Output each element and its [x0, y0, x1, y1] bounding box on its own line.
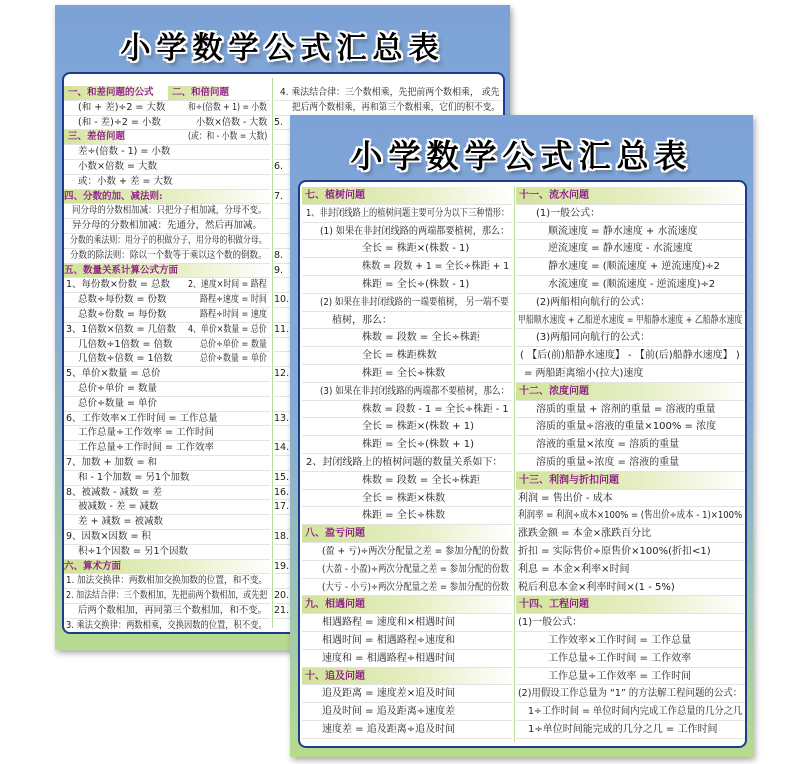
formula-row: [516, 650, 745, 668]
formula-row: [516, 312, 745, 330]
left-column: [64, 74, 270, 632]
formula-row: [516, 614, 745, 632]
formula-text: 株数 = 段数 = 全长÷株距: [362, 332, 480, 344]
formula-row: [516, 276, 745, 294]
formula-text: 路程÷时间 = 速度: [200, 308, 267, 320]
formula-text: 利润 = 售出价 - 成本: [518, 492, 613, 504]
formula-row: [516, 668, 745, 686]
formula-row: [302, 294, 512, 312]
formula-text: 小数×倍数 - 大数: [196, 116, 268, 128]
formula-text: 折扣 = 实际售价÷原售价×100%(折扣<1): [518, 545, 711, 557]
section-header: [302, 187, 512, 205]
formula-row: [516, 561, 745, 579]
formula-row: [302, 383, 512, 401]
formula-text: 把后两个数相乘，再和第三个数相乘，它们的积不变。: [292, 101, 500, 113]
formula-text: (1) 如果在非封闭线路的两端都要植树，那么：: [320, 225, 510, 237]
section-header: [516, 383, 745, 401]
formula-text: (1)一般公式：: [518, 617, 583, 629]
formula-row: [516, 258, 745, 276]
formula-text: 9、因数×因数 = 积: [66, 530, 152, 542]
formula-text: (盈 + 亏)÷两次分配量之差 = 参加分配的份数: [322, 545, 509, 557]
formula-text: 同分母的分数相加减：只把分子相加减，分母不变。: [72, 205, 267, 217]
section-header: [516, 596, 745, 614]
formula-row: [302, 490, 512, 508]
formula-text: 植树，那么：: [332, 314, 392, 326]
formula-row: [516, 454, 745, 472]
formula-text: 和÷(倍数 + 1) = 小数: [188, 101, 267, 113]
formula-row: [302, 223, 512, 241]
formula-row: [302, 543, 512, 561]
formula-text: 静水速度 = (顺流速度 + 逆流速度)÷2: [548, 261, 721, 273]
formula-row: [302, 205, 512, 223]
section-title: 十二、浓度问题: [519, 385, 589, 397]
formula-text: (和 + 差)÷2 = 大数: [78, 101, 166, 113]
formula-row: [516, 543, 745, 561]
formula-row: [64, 382, 270, 397]
formula-text: 异分母的分数相加减：先通分，然后再加减。: [72, 220, 263, 232]
formula-row: [64, 293, 270, 308]
formula-row: [64, 619, 270, 634]
formula-row: [64, 441, 270, 456]
formula-text: 逆流速度 = 静水速度 - 水流速度: [548, 243, 693, 255]
formula-text: (3) 如果在非封闭线路的两端都不要植树，那么：: [320, 385, 510, 397]
formula-text: 被减数 - 差 = 减数: [78, 501, 159, 513]
formula-row: [302, 418, 512, 436]
formula-row: [302, 365, 512, 383]
formula-text: 小数×倍数 = 大数: [78, 160, 157, 172]
formula-row: [64, 589, 270, 604]
section-title: 五、数量关系计算公式方面: [64, 264, 179, 276]
formula-row: [64, 308, 270, 323]
formula-row: [302, 347, 512, 365]
section-header: [64, 560, 270, 575]
formula-text: 2、封闭线路上的植树问题的数量关系如下：: [306, 456, 503, 468]
formula-text: 12.: [274, 368, 290, 380]
formula-text: 20.: [274, 590, 290, 602]
formula-row: [64, 367, 270, 382]
formula-row: [516, 347, 745, 365]
front-poster: [290, 115, 753, 757]
formula-text: 全长 = 株距×(株数 - 1): [362, 243, 470, 255]
formula-text: ( 【后(前)船静水速度】 - 【前(后)船静水速度】 ): [520, 350, 740, 362]
formula-row: [64, 574, 270, 589]
formula-row: [302, 276, 512, 294]
formula-text: 总数÷份数 = 每份数: [78, 308, 167, 320]
formula-text: 工作效率×工作时间 = 工作总量: [548, 634, 692, 646]
formula-row: [64, 604, 270, 619]
formula-text: 后两个数相加，再同第三个数相加，和不变。: [78, 604, 268, 616]
formula-row: [516, 579, 745, 597]
formula-row: [516, 365, 745, 383]
formula-text: 工作总量÷工作效率 = 工作时间: [78, 427, 214, 439]
formula-text: 溶质的重量÷溶液的重量×100% = 浓度: [536, 421, 717, 433]
formula-text: 9.: [274, 264, 284, 276]
formula-text: 3、1倍数×倍数 = 几倍数: [66, 323, 177, 335]
formula-text: 积÷1个因数 = 另1个因数: [78, 545, 189, 557]
formula-row: [64, 219, 270, 234]
formula-text: 差 + 减数 = 被减数: [78, 516, 163, 528]
formula-text: 全长 = 株距株数: [362, 350, 437, 362]
formula-text: 几倍数÷1倍数 = 倍数: [78, 338, 173, 350]
formula-text: 8、被减数 - 减数 = 差: [66, 486, 163, 498]
formula-row: [64, 486, 270, 501]
formula-text: 2、速度×时间 = 路程: [188, 279, 267, 291]
formula-text: 15.: [274, 471, 290, 483]
section-title: 二、和倍问题: [168, 86, 233, 100]
formula-text: 总价÷单价 = 数量: [200, 338, 267, 350]
formula-row: [516, 721, 745, 739]
formula-row: [302, 312, 512, 330]
section-title: 六、算术方面: [64, 560, 122, 572]
section-title: 三、差倍问题: [64, 130, 129, 144]
formula-text: 3. 乘法交换律：两数相乘，交换因数的位置，积不变。: [66, 619, 267, 631]
formula-text: 10.: [274, 294, 290, 306]
formula-row: [516, 525, 745, 543]
section-title: 十、追及问题: [305, 670, 365, 682]
formula-text: 6.: [274, 160, 284, 172]
formula-row: [64, 323, 270, 338]
formula-text: 株距 = 全长÷株数: [362, 510, 446, 522]
formula-text: 全长 = 株距×(株数 + 1): [362, 421, 475, 433]
formula-text: 1÷单位时间能完成的几分之几 = 工作时间: [528, 723, 718, 735]
formula-row: [64, 234, 270, 249]
formula-row: [64, 204, 270, 219]
formula-text: 顺流速度 = 静水速度 + 水流速度: [548, 225, 698, 237]
formula-row: [516, 294, 745, 312]
formula-text: 7、加数 + 加数 = 和: [66, 456, 158, 468]
formula-row: [64, 130, 270, 145]
formula-text: 11.: [274, 323, 290, 335]
section-header: [64, 190, 270, 205]
formula-row: [64, 249, 270, 264]
section-header: [302, 525, 512, 543]
formula-row: [302, 561, 512, 579]
formula-text: (和 - 差)÷2 = 小数: [78, 116, 161, 128]
section-title: 十一、流水问题: [519, 190, 589, 201]
formula-text: 4、单价×数量 = 总价: [188, 323, 267, 335]
formula-text: 溶液的重量×浓度 = 溶质的重量: [536, 439, 680, 451]
formula-text: 工作总量÷工作效率 = 工作时间: [548, 670, 692, 682]
section-title: 十四、工程问题: [519, 599, 589, 611]
formula-row: [516, 401, 745, 419]
formula-row: [274, 101, 503, 116]
formula-text: 追及时间 = 追及距离÷速度差: [322, 706, 456, 718]
formula-text: 4. 乘法结合律：三个数相乘，先把前两个数相乘， 或先: [280, 87, 500, 98]
formula-row: [302, 579, 512, 597]
formula-text: (3)两船同向航行的公式：: [536, 332, 651, 344]
formula-text: 几倍数÷倍数 = 1倍数: [78, 353, 173, 365]
formula-text: 追及距离 = 速度差×追及时间: [322, 688, 456, 700]
formula-text: (2)两船相向航行的公式：: [536, 296, 651, 308]
formula-text: 速度差 = 追及距离÷追及时间: [322, 723, 456, 735]
formula-text: 19.: [274, 560, 290, 572]
formula-row: [516, 436, 745, 454]
formula-row: [302, 703, 512, 721]
formula-row: [302, 632, 512, 650]
formula-text: = 两船距离缩小(拉大)速度: [524, 367, 644, 379]
section-header: [64, 86, 270, 101]
formula-text: 分数的除法则：除以一个数等于乘以这个数的倒数。: [70, 249, 267, 261]
formula-text: 全长 = 株距×株数: [362, 492, 446, 504]
section-header: [302, 668, 512, 686]
formula-row: [516, 703, 745, 721]
formula-row: [302, 650, 512, 668]
formula-text: 5、单价×数量 = 总价: [66, 368, 161, 380]
formula-text: 速度和 = 相遇路程÷相遇时间: [322, 652, 456, 664]
formula-row: [64, 426, 270, 441]
formula-text: 差÷(倍数 - 1) = 小数: [78, 146, 171, 158]
section-header: [516, 187, 745, 205]
column-divider: [514, 186, 515, 742]
formula-text: (或：和 - 小数 = 大数): [188, 131, 268, 143]
right-column: [516, 182, 745, 746]
formula-row: [64, 545, 270, 560]
formula-panel: [298, 180, 747, 748]
formula-row: [302, 240, 512, 258]
formula-text: 1、每份数×份数 = 总数: [66, 279, 171, 291]
section-title: 七、植树问题: [305, 190, 365, 201]
formula-row: [64, 278, 270, 293]
formula-row: [64, 145, 270, 160]
formula-text: 溶质的重量÷浓度 = 溶液的重量: [536, 456, 680, 468]
formula-text: 甲船顺水速度 + 乙船逆水速度 = 甲船静水速度 + 乙船静水速度: [518, 314, 743, 326]
formula-text: 相遇时间 = 相遇路程÷速度和: [322, 634, 456, 646]
formula-text: 6、工作效率×工作时间 = 工作总量: [66, 412, 218, 424]
section-header: [64, 264, 270, 279]
formula-text: 总价÷单价 = 数量: [78, 382, 157, 394]
formula-row: [274, 86, 503, 101]
formula-row: [516, 507, 745, 525]
formula-row: [302, 507, 512, 525]
formula-row: [64, 515, 270, 530]
formula-text: 2. 加法结合律：三个数相加，先把前两个数相加，或先把: [66, 590, 268, 602]
formula-row: [64, 101, 270, 116]
formula-row: [64, 530, 270, 545]
formula-text: 株距 = 全长÷(株数 - 1): [362, 278, 470, 290]
formula-text: 1、非封闭线路上的植树问题主要可分为以下三种情形：: [306, 207, 510, 219]
formula-row: [64, 338, 270, 353]
formula-text: 18.: [274, 530, 290, 542]
formula-text: (2) 如果在非封闭线路的一端要植树， 另一端不要: [320, 296, 509, 308]
formula-text: 7.: [274, 190, 284, 202]
formula-row: [302, 721, 512, 739]
section-title: 八、盈亏问题: [305, 528, 365, 540]
formula-text: 16.: [274, 486, 290, 498]
formula-text: 株数 = 段数 + 1 = 全长÷株距 + 1: [362, 261, 510, 273]
formula-text: 株距 = 全长÷株数: [362, 367, 446, 379]
formula-text: 工作总量÷工作时间 = 工作效率: [78, 442, 214, 454]
formula-text: 税后利息本金×利率时间×(1 - 5%): [518, 581, 675, 593]
formula-text: 总价÷数量 = 单价: [200, 353, 267, 365]
column-divider: [272, 78, 273, 628]
section-title: 四、分数的加、减法则:: [64, 190, 163, 202]
formula-text: 工作总量÷工作时间 = 工作效率: [548, 652, 692, 664]
formula-row: [516, 418, 745, 436]
formula-row: [516, 490, 745, 508]
formula-row: [302, 329, 512, 347]
formula-text: 14.: [274, 442, 290, 454]
formula-text: 13.: [274, 412, 290, 424]
formula-text: 8.: [274, 249, 284, 261]
formula-row: [64, 456, 270, 471]
formula-row: [302, 454, 512, 472]
poster-title: 小学数学公式汇总表: [120, 31, 445, 66]
formula-text: 株距 = 全长÷(株数 + 1): [362, 439, 475, 451]
formula-row: [302, 472, 512, 490]
formula-row: [516, 685, 745, 703]
formula-row: [516, 632, 745, 650]
formula-row: [64, 500, 270, 515]
formula-row: [516, 205, 745, 223]
formula-row: [302, 685, 512, 703]
formula-row: [302, 614, 512, 632]
formula-row: [516, 329, 745, 347]
section-title: 十三、利润与折扣问题: [519, 474, 619, 486]
formula-text: 和 - 1个加数 = 另1个加数: [78, 471, 190, 483]
formula-text: 涨跌金额 = 本金×涨跌百分比: [518, 528, 652, 540]
formula-row: [302, 436, 512, 454]
formula-row: [64, 175, 270, 190]
poster-title: 小学数学公式汇总表: [350, 137, 693, 175]
formula-text: 株数 = 段数 = 全长÷株距: [362, 474, 480, 486]
section-header: [516, 472, 745, 490]
formula-text: 水流速度 = (顺流速度 - 逆流速度)÷2: [548, 278, 716, 290]
formula-text: 5.: [274, 116, 284, 128]
formula-text: 溶质的重量 + 溶剂的重量 = 溶液的重量: [536, 403, 716, 415]
formula-text: 相遇路程 = 速度和×相遇时间: [322, 617, 456, 629]
formula-text: (1)一般公式：: [536, 207, 601, 219]
formula-row: [64, 160, 270, 175]
formula-row: [64, 352, 270, 367]
formula-row: [516, 223, 745, 241]
formula-text: 利息 = 本金×利率×时间: [518, 563, 630, 575]
formula-text: 分数的乘法则：用分子的积做分子，用分母的积做分母。: [70, 234, 267, 246]
formula-text: (大盈 - 小盈)÷两次分配量之差 = 参加分配的份数: [322, 563, 509, 575]
formula-text: 1÷工作时间 = 单位时间内完成工作总量的几分之几: [528, 706, 743, 718]
section-header: [302, 596, 512, 614]
formula-text: 株数 = 段数 - 1 = 全长÷株距 - 1: [362, 403, 509, 415]
formula-text: 1. 加法交换律：两数相加交换加数的位置，和不变。: [66, 575, 268, 587]
formula-text: 路程÷速度 = 时间: [200, 294, 267, 306]
formula-text: 利润率 = 利润÷成本×100% = (售出价÷成本 - 1)×100%: [518, 510, 743, 522]
formula-text: 21.: [274, 604, 290, 616]
formula-row: [64, 116, 270, 131]
formula-text: 总数÷每份数 = 份数: [78, 294, 167, 306]
formula-row: [516, 240, 745, 258]
section-title: 一、和差问题的公式: [64, 86, 158, 100]
formula-text: (2)用假设工作总量为 “1” 的方法解工程问题的公式：: [518, 688, 743, 700]
formula-text: 总价÷数量 = 单价: [78, 397, 157, 409]
left-column: [302, 182, 512, 746]
formula-row: [64, 397, 270, 412]
formula-text: 或：小数 + 差 = 大数: [78, 175, 173, 187]
formula-text: (大亏 - 小亏)÷两次分配量之差 = 参加分配的份数: [322, 581, 509, 593]
formula-row: [64, 471, 270, 486]
formula-text: 17.: [274, 501, 290, 513]
formula-row: [302, 401, 512, 419]
formula-row: [302, 258, 512, 276]
section-title: 九、相遇问题: [305, 599, 365, 611]
formula-row: [64, 412, 270, 427]
